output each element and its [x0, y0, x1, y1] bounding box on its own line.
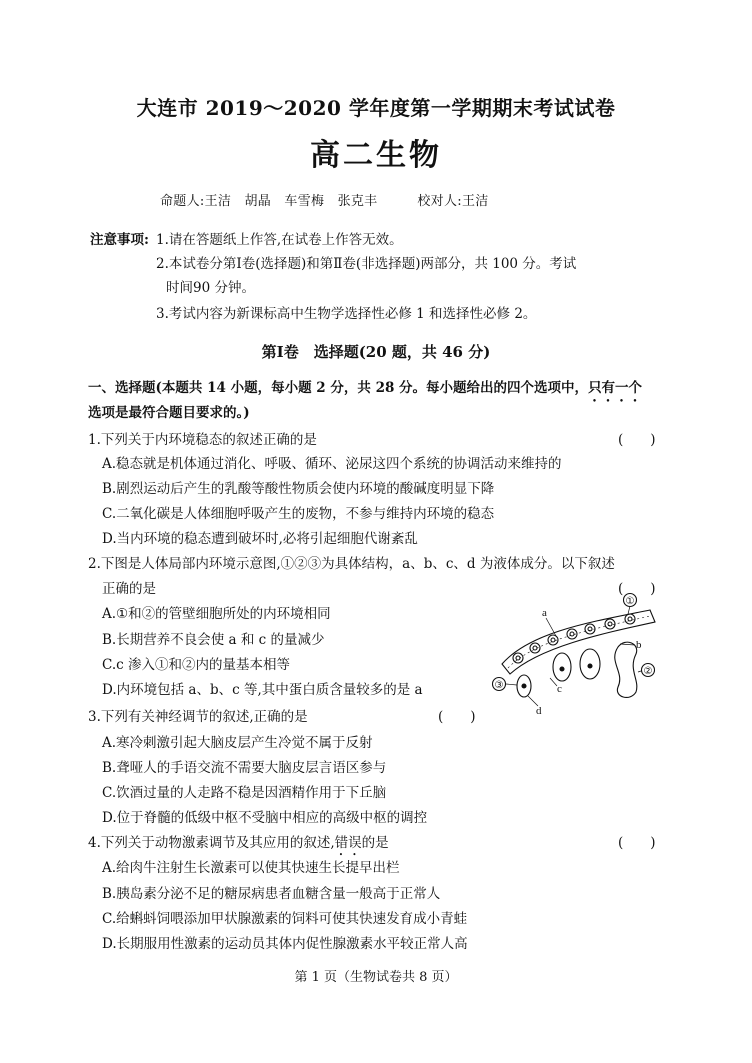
note-item-1: 1.请在答题纸上作答,在试卷上作答无效。 — [156, 232, 403, 248]
option-a: A.稳态就是机体通过消化、呼吸、循环、泌尿这四个系统的协调活动来维持的 — [102, 456, 562, 472]
authors-line: 命题人:王洁 胡晶 车雪梅 张克丰 校对人:王洁 — [160, 194, 489, 209]
label-circle-3: ③ — [494, 680, 504, 691]
emphasis-only-one: 只有一个 — [588, 380, 643, 396]
label-circle-2: ② — [643, 666, 653, 677]
answer-paren: ( ) — [438, 709, 476, 725]
answer-paren: ( ) — [618, 581, 656, 597]
emphasis-wrong: 错误 — [334, 835, 362, 851]
question-stem-line1: 2.下图是人体局部内环境示意图,①②③为具体结构，a、b、c、d 为液体成分。以下叙述 — [88, 556, 615, 572]
note-item-2-line1: 2.本试卷分第Ⅰ卷(选择题)和第Ⅱ卷(非选择题)两部分，共 100 分。考试 — [156, 256, 577, 272]
question-stem: 4.下列关于动物激素调节及其应用的叙述,错误的是 — [88, 835, 389, 851]
option-a: A.①和②的管壁细胞所处的内环境相同 — [102, 606, 331, 622]
option-c: C.给蝌蚪饲喂添加甲状腺激素的饲料可使其快速发育成小青蛙 — [102, 911, 468, 927]
label-c: c — [557, 683, 562, 695]
label-b: b — [636, 639, 642, 651]
label-a: a — [542, 607, 547, 619]
exam-title: 大连市 2019～2020 学年度第一学期期末考试试卷 — [136, 96, 616, 120]
section-instruction-line2: 选项是最符合题目要求的。) — [88, 405, 250, 421]
answer-paren: ( ) — [618, 432, 656, 448]
subject-title: 高二生物 — [310, 138, 442, 173]
note-item-2-line2: 时间90 分钟。 — [166, 280, 255, 296]
option-c: C.饮酒过量的人走路不稳是因酒精作用于下丘脑 — [102, 785, 387, 801]
section-heading: 第Ⅰ卷 选择题(20 题，共 46 分) — [261, 343, 491, 361]
option-d: D.内环境包括 a、b、c 等,其中蛋白质含量较多的是 a — [102, 682, 423, 698]
question-stem: 3.下列有关神经调节的叙述,正确的是 — [88, 709, 308, 725]
section-instruction-line1: 一、选择题(本题共 14 小题，每小题 2 分，共 28 分。每小题给出的四个选项中，只有一个 — [88, 380, 643, 396]
lymph-vessel — [615, 642, 637, 697]
option-b: B.长期营养不良会使 a 和 c 的量减少 — [102, 632, 325, 648]
option-c: C.c 渗入①和②内的量基本相等 — [102, 657, 290, 673]
question-stem-line2: 正确的是 — [102, 581, 156, 597]
option-a: A.寒冷刺激引起大脑皮层产生冷觉不属于反射 — [102, 735, 373, 751]
tissue-diagram — [490, 592, 665, 720]
option-b: B.剧烈运动后产生的乳酸等酸性物质会使内环境的酸碱度明显下降 — [102, 481, 495, 497]
label-circle-1: ① — [625, 596, 635, 607]
page-footer: 第 1 页（生物试卷共 8 页） — [294, 970, 458, 985]
question-stem: 1.下列关于内环境稳态的叙述正确的是 — [88, 432, 317, 448]
option-b: B.聋哑人的手语交流不需要大脑皮层言语区参与 — [102, 760, 387, 776]
notes-label: 注意事项: — [90, 232, 149, 248]
option-a: A.给肉牛注射生长激素可以使其快速生长提早出栏 — [102, 860, 400, 876]
blood-cells — [513, 614, 635, 663]
option-d: D.长期服用性激素的运动员其体内促性腺激素水平较正常人高 — [102, 936, 468, 952]
option-c: C.二氧化碳是人体细胞呼吸产生的废物，不参与维持内环境的稳态 — [102, 506, 495, 522]
answer-paren: ( ) — [618, 835, 656, 851]
label-d: d — [536, 705, 542, 717]
option-d: D.当内环境的稳态遭到破坏时,必将引起细胞代谢紊乱 — [102, 531, 418, 547]
note-item-3: 3.考试内容为新课标高中生物学选择性必修 1 和选择性必修 2。 — [156, 306, 537, 322]
option-d: D.位于脊髓的低级中枢不受脑中相应的高级中枢的调控 — [102, 810, 428, 826]
option-b: B.胰岛素分泌不足的糖尿病患者血糖含量一般高于正常人 — [102, 886, 441, 902]
